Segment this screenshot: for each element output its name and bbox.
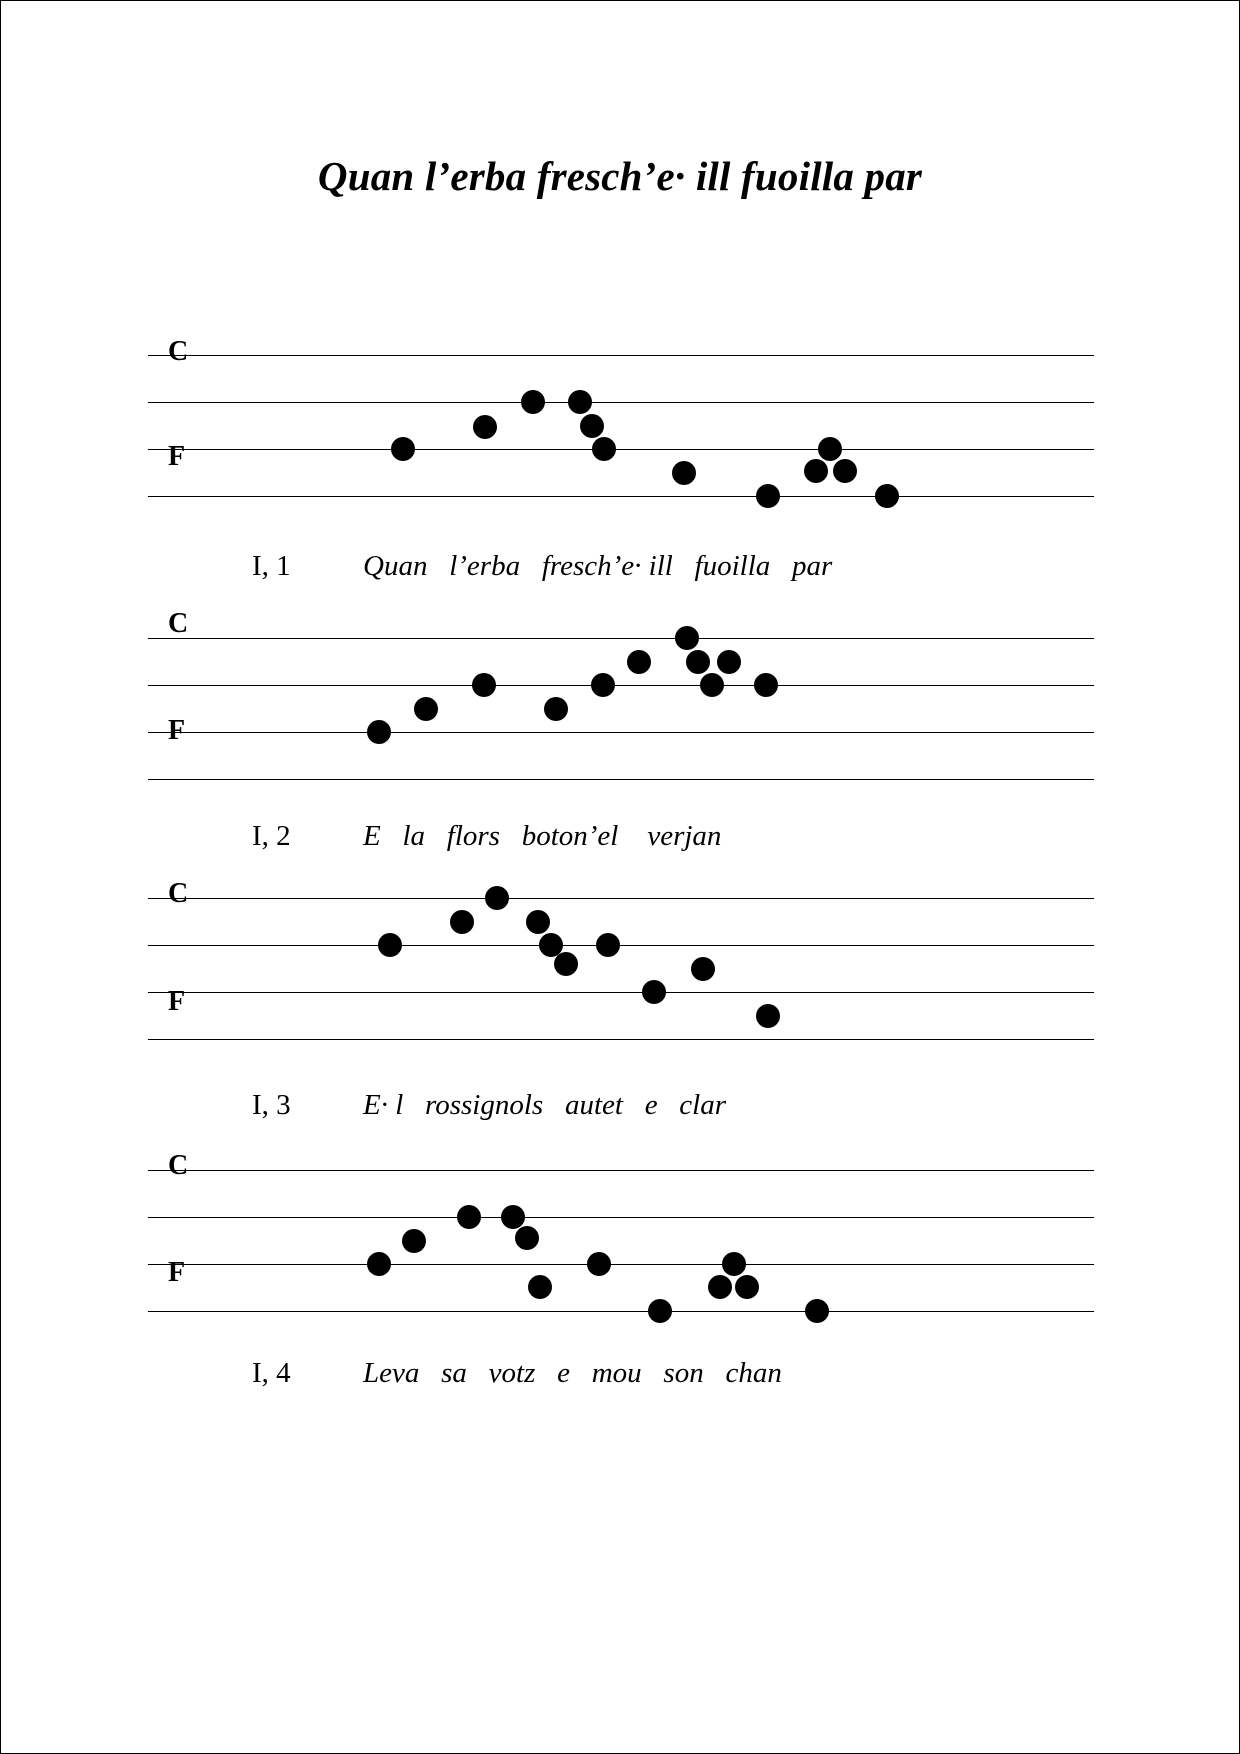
note (804, 459, 828, 483)
note (472, 673, 496, 697)
note (627, 650, 651, 674)
staff-line (148, 992, 1094, 993)
note (756, 484, 780, 508)
f-clef: F (168, 986, 186, 1017)
note (754, 673, 778, 697)
note (700, 673, 724, 697)
note (473, 415, 497, 439)
note (378, 933, 402, 957)
note (675, 626, 699, 650)
verse-label: I, 1 (252, 550, 291, 582)
note (501, 1205, 525, 1229)
note (580, 414, 604, 438)
note (592, 437, 616, 461)
note (642, 980, 666, 1004)
note (591, 673, 615, 697)
staff-line (148, 779, 1094, 780)
staff-line (148, 1264, 1094, 1265)
note (691, 957, 715, 981)
note (672, 461, 696, 485)
verse-label: I, 4 (252, 1357, 291, 1389)
note (521, 390, 545, 414)
staff-line (148, 1039, 1094, 1040)
note (391, 437, 415, 461)
staff-line (148, 496, 1094, 497)
staff-line (148, 355, 1094, 356)
note (568, 390, 592, 414)
note (708, 1275, 732, 1299)
note (875, 484, 899, 508)
note (686, 650, 710, 674)
note (367, 720, 391, 744)
note (450, 910, 474, 934)
verse-label: I, 3 (252, 1089, 291, 1121)
c-clef: C (168, 1150, 189, 1181)
staff-line (148, 732, 1094, 733)
note (528, 1275, 552, 1299)
verse-lyric: E· l rossignols autet e clar (363, 1089, 727, 1121)
note (414, 697, 438, 721)
staff-line (148, 685, 1094, 686)
f-clef: F (168, 441, 186, 472)
note (717, 650, 741, 674)
note (735, 1275, 759, 1299)
note (367, 1252, 391, 1276)
note (756, 1004, 780, 1028)
staff-line (148, 1170, 1094, 1171)
staff-line (148, 1311, 1094, 1312)
note (833, 459, 857, 483)
note (554, 952, 578, 976)
staff-line (148, 945, 1094, 946)
staff-line (148, 402, 1094, 403)
f-clef: F (168, 715, 186, 746)
page-title: Quan l’erba fresch’e· ill fuoilla par (317, 153, 923, 199)
note (818, 437, 842, 461)
note (587, 1252, 611, 1276)
c-clef: C (168, 878, 189, 909)
note (805, 1299, 829, 1323)
verse-lyric: Leva sa votz e mou son chan (363, 1357, 782, 1389)
f-clef: F (168, 1257, 186, 1288)
verse-label: I, 2 (252, 820, 291, 852)
note (544, 697, 568, 721)
staff-line (148, 449, 1094, 450)
note (648, 1299, 672, 1323)
c-clef: C (168, 608, 189, 639)
verse-lyric: E la flors boton’el verjan (363, 820, 722, 852)
verse-lyric: Quan l’erba fresch’e· ill fuoilla par (363, 550, 833, 582)
c-clef: C (168, 336, 189, 367)
note (515, 1226, 539, 1250)
note (596, 933, 620, 957)
note (402, 1229, 426, 1253)
note (722, 1252, 746, 1276)
note (457, 1205, 481, 1229)
staff-line (148, 638, 1094, 639)
note (526, 910, 550, 934)
staff-line (148, 1217, 1094, 1218)
note (485, 886, 509, 910)
staff-line (148, 898, 1094, 899)
